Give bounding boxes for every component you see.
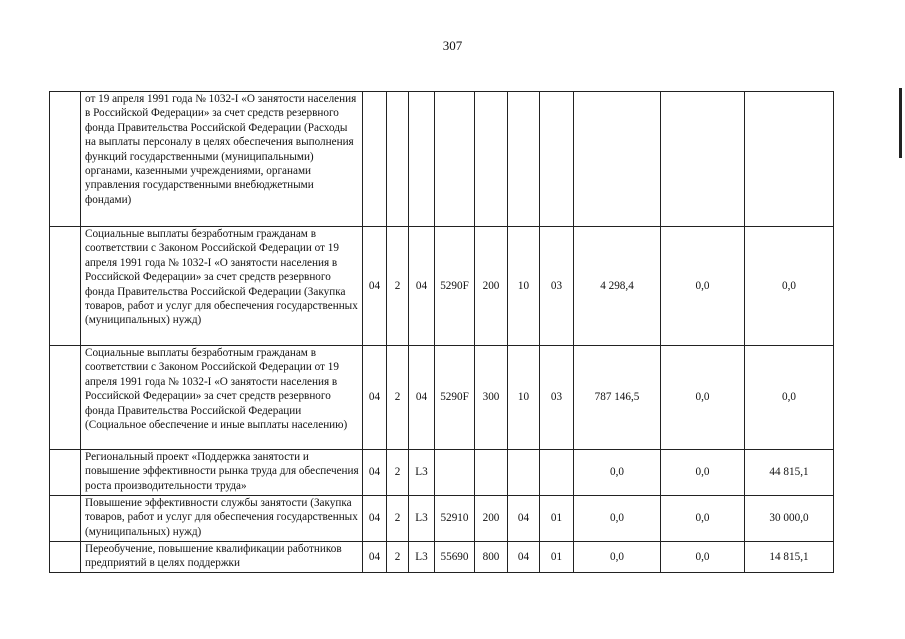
row-marker-cell xyxy=(50,542,81,573)
code-cell xyxy=(409,92,435,227)
amount-cell: 44 815,1 xyxy=(745,450,834,496)
row-marker-cell xyxy=(50,496,81,542)
row-description: Социальные выплаты безработным гражданам в соответствии с Законом Российской Федерации от 19 апреля 1991 года № 1032-I «О занятости населения в Российской Федерации» за счет средств резервного фонда Правительства Российской Федерации (Социальное обеспечение и иные выплаты населению) xyxy=(81,346,363,450)
code-cell xyxy=(435,92,475,227)
code-cell: 300 xyxy=(475,346,508,450)
code-cell: 2 xyxy=(387,542,409,573)
code-cell: 01 xyxy=(540,542,574,573)
row-marker-cell xyxy=(50,450,81,496)
table-row xyxy=(50,542,834,573)
code-cell: 04 xyxy=(363,227,387,346)
amount-cell: 0,0 xyxy=(661,227,745,346)
amount-cell: 0,0 xyxy=(661,496,745,542)
amount-cell: 0,0 xyxy=(745,346,834,450)
code-cell xyxy=(540,450,574,496)
row-marker-cell xyxy=(50,346,81,450)
code-cell: 01 xyxy=(540,496,574,542)
code-cell: 2 xyxy=(387,496,409,542)
code-cell: 04 xyxy=(363,346,387,450)
code-cell: 03 xyxy=(540,346,574,450)
code-cell xyxy=(475,92,508,227)
table-row xyxy=(50,450,834,496)
code-cell: 04 xyxy=(409,346,435,450)
table-row xyxy=(50,346,834,450)
code-cell: 10 xyxy=(508,346,540,450)
code-cell: 10 xyxy=(508,227,540,346)
amount-cell: 14 815,1 xyxy=(745,542,834,573)
table-row xyxy=(50,496,834,542)
amount-cell: 0,0 xyxy=(574,450,661,496)
amount-cell: 4 298,4 xyxy=(574,227,661,346)
code-cell xyxy=(475,450,508,496)
amount-cell: 0,0 xyxy=(745,227,834,346)
code-cell: 04 xyxy=(363,542,387,573)
code-cell xyxy=(363,92,387,227)
code-cell: 03 xyxy=(540,227,574,346)
amount-cell xyxy=(661,92,745,227)
budget-table xyxy=(49,91,834,573)
amount-cell: 787 146,5 xyxy=(574,346,661,450)
amount-cell: 30 000,0 xyxy=(745,496,834,542)
amount-cell xyxy=(745,92,834,227)
page-number: 307 xyxy=(442,38,463,53)
code-cell: 2 xyxy=(387,346,409,450)
code-cell: 04 xyxy=(363,450,387,496)
code-cell xyxy=(387,92,409,227)
code-cell: 5290F xyxy=(435,227,475,346)
code-cell: 200 xyxy=(475,227,508,346)
amount-cell: 0,0 xyxy=(661,450,745,496)
code-cell: 04 xyxy=(363,496,387,542)
code-cell xyxy=(508,92,540,227)
code-cell: 5290F xyxy=(435,346,475,450)
code-cell: 200 xyxy=(475,496,508,542)
row-description: Региональный проект «Поддержка занятости и повышение эффективности рынка труда для обеспечения роста производительности труда» xyxy=(81,450,363,496)
code-cell: L3 xyxy=(409,542,435,573)
code-cell: L3 xyxy=(409,450,435,496)
row-marker-cell xyxy=(50,92,81,227)
table-row xyxy=(50,92,834,227)
code-cell: 55690 xyxy=(435,542,475,573)
row-description: Переобучение, повышение квалификации работников предприятий в целях поддержки xyxy=(81,542,363,573)
row-description: Социальные выплаты безработным гражданам в соответствии с Законом Российской Федерации от 19 апреля 1991 года № 1032-I «О занятости населения в Российской Федерации» за счет средств резервного фонда Правительства Российской Федерации (Закупка товаров, работ и услуг для обеспечения государственных (муниципальных) нужд) xyxy=(81,227,363,346)
amount-cell: 0,0 xyxy=(574,542,661,573)
code-cell: 04 xyxy=(508,496,540,542)
code-cell: L3 xyxy=(409,496,435,542)
code-cell: 52910 xyxy=(435,496,475,542)
margin-mark xyxy=(899,88,902,158)
code-cell: 800 xyxy=(475,542,508,573)
code-cell: 04 xyxy=(508,542,540,573)
amount-cell xyxy=(574,92,661,227)
row-marker-cell xyxy=(50,227,81,346)
row-description: Повышение эффективности службы занятости (Закупка товаров, работ и услуг для обеспечения государственных (муниципальных) нужд) xyxy=(81,496,363,542)
amount-cell: 0,0 xyxy=(661,542,745,573)
code-cell xyxy=(540,92,574,227)
code-cell xyxy=(508,450,540,496)
code-cell: 2 xyxy=(387,450,409,496)
code-cell: 04 xyxy=(409,227,435,346)
table-row xyxy=(50,227,834,346)
code-cell: 2 xyxy=(387,227,409,346)
row-description: от 19 апреля 1991 года № 1032-I «О занятости населения в Российской Федерации» за счет средств резервного фонда Правительства Российской Федерации (Расходы на выплаты персоналу в целях обеспечения выполнения функций государственными (муниципальными) органами, казенными учреждениями, органами управления государственными внебюджетными фондами) xyxy=(81,92,363,227)
amount-cell: 0,0 xyxy=(661,346,745,450)
code-cell xyxy=(435,450,475,496)
amount-cell: 0,0 xyxy=(574,496,661,542)
